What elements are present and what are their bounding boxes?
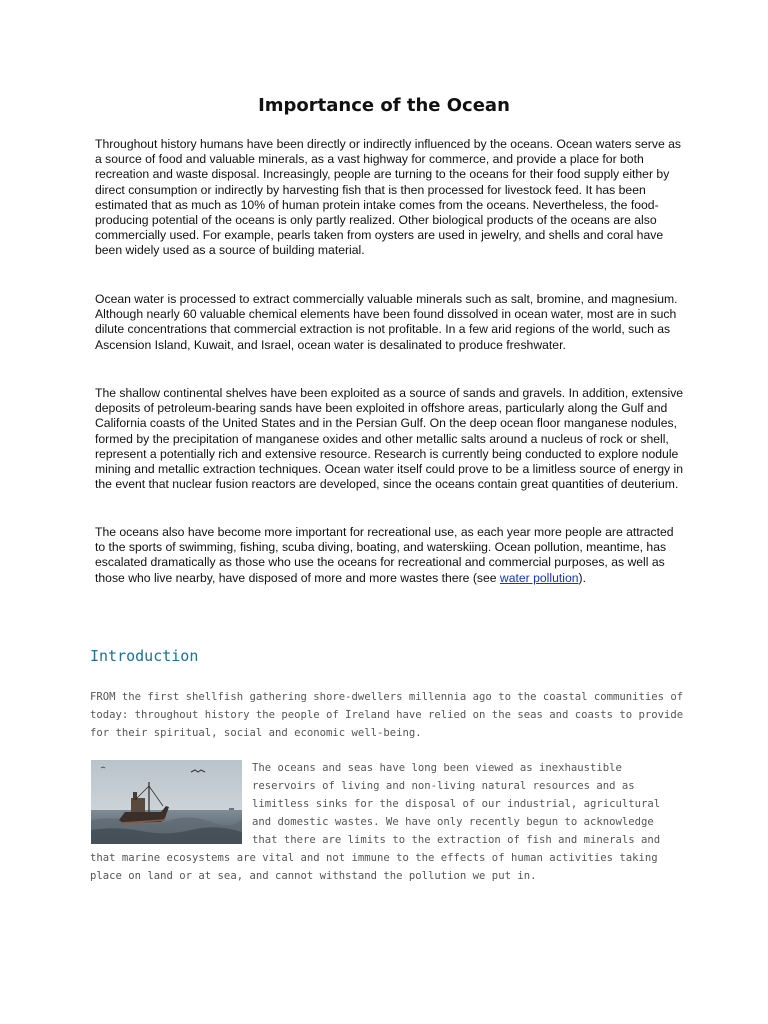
see-suffix: ). bbox=[578, 570, 586, 585]
water-pollution-link[interactable]: water pollution bbox=[499, 570, 579, 585]
introduction-wrapped-paragraph: The oceans and seas have long been viewed as inexhaustible reservoirs of living and non-living natural resources and as limitless sinks for the disposal of our industrial, agricultural and domestic wastes. We have only recently begun to acknowledge that there are limits to the extraction of fish and minerals and that marine ecosystems are vital and not immune to the effects of human activities taking place on land or at sea, and cannot withstand the pollution we put in. bbox=[90, 762, 661, 882]
fishing-trawler-photo bbox=[91, 760, 242, 844]
paragraph-recreation-pollution bbox=[95, 525, 685, 586]
introduction-paragraph: FROM the first shellfish gathering shore-dwellers millennia ago to the coastal communities of today: throughout history the people of Ireland have relied on the seas and coasts to provide for their spiritual, social and economic well-being. bbox=[90, 691, 684, 739]
see-prefix: (see bbox=[472, 570, 500, 585]
paragraph-food-minerals: Throughout history humans have been directly or indirectly influenced by the oceans. Ocean waters serve as a source of food and valuable minerals, as a vast highway for commerce, and provide a place for both recreation and waste disposal. Increasingly, people are turning to the oceans for their food supply either by direct consumption or indirectly by harvesting fish that is then processed for livestock feed. It has been estimated that as much as 10% of human protein intake comes from the oceans. Nevertheless, the food-producing potential of the oceans is only partly realized. Other biological products of the oceans are also commercially used. For example, pearls taken from oysters are used in jewelry, and shells and coral have been widely used as a source of building material. bbox=[95, 137, 681, 258]
introduction-heading: Introduction bbox=[90, 647, 199, 665]
paragraph-continental-shelves: The shallow continental shelves have been exploited as a source of sands and gravels. In addition, extensive deposits of petroleum-bearing sands have been exploited in offshore areas, particularly along the Gulf and California coasts of the United States and in the Persian Gulf. On the deep ocean floor manganese nodules, formed by the precipitation of manganese oxides and other metallic salts around a nucleus of rock or shell, represent a potentially rich and extensive resource. Research is currently being conducted to explore nodule mining and metallic extraction techniques. Ocean water itself could prove to be a limitless source of energy in the event that nuclear fusion reactors are developed, since the oceans contain great quantities of deuterium. bbox=[95, 386, 684, 492]
paragraph-recreation-text: The oceans also have become more important for recreational use, as each year more people are attracted to the sports of swimming, fishing, scuba diving, boating, and waterskiing. Ocean pollution, meantime, has escalated dramatically as those who use the oceans for recreational and commercial purposes, as well as those who live nearby, have disposed of more and more wastes there bbox=[95, 525, 674, 585]
paragraph-mineral-extraction: Ocean water is processed to extract commercially valuable minerals such as salt, bromine, and magnesium. Although nearly 60 valuable chemical elements have been found dissolved in ocean water, most are in such dilute concentrations that commercial extraction is not profitable. In a few arid regions of the world, such as Ascension Island, Kuwait, and Israel, ocean water is desalinated to produce freshwater. bbox=[95, 292, 678, 352]
introduction-photo-block bbox=[90, 759, 685, 885]
page-title: Importance of the Ocean bbox=[258, 95, 510, 116]
